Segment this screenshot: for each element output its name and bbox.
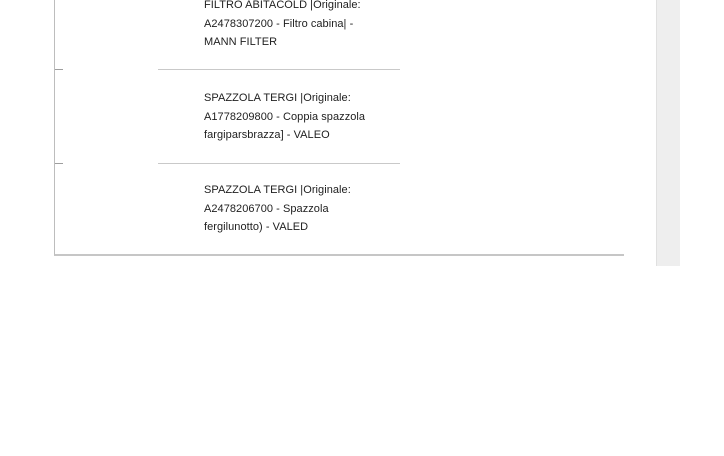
product-list-panel [54, 0, 624, 256]
row-divider-tick [55, 163, 63, 164]
list-item-description: FILTRO ABITACOLD |Originale: A2478307200 - Filtro cabina| - MANN FILTER [204, 0, 361, 48]
list-item-description: SPAZZOLA TERGI |Originale: A2478206700 - Spazzola fergilunotto) - VALED [204, 184, 351, 233]
list-item-description: SPAZZOLA TERGI |Originale: A1778209800 - Coppia spazzola fargiparsbrazza] - VALEO [204, 92, 366, 141]
row-divider [158, 163, 400, 164]
row-divider-tick [55, 69, 63, 70]
scrollbar-track[interactable] [656, 0, 680, 266]
row-divider [158, 69, 400, 70]
